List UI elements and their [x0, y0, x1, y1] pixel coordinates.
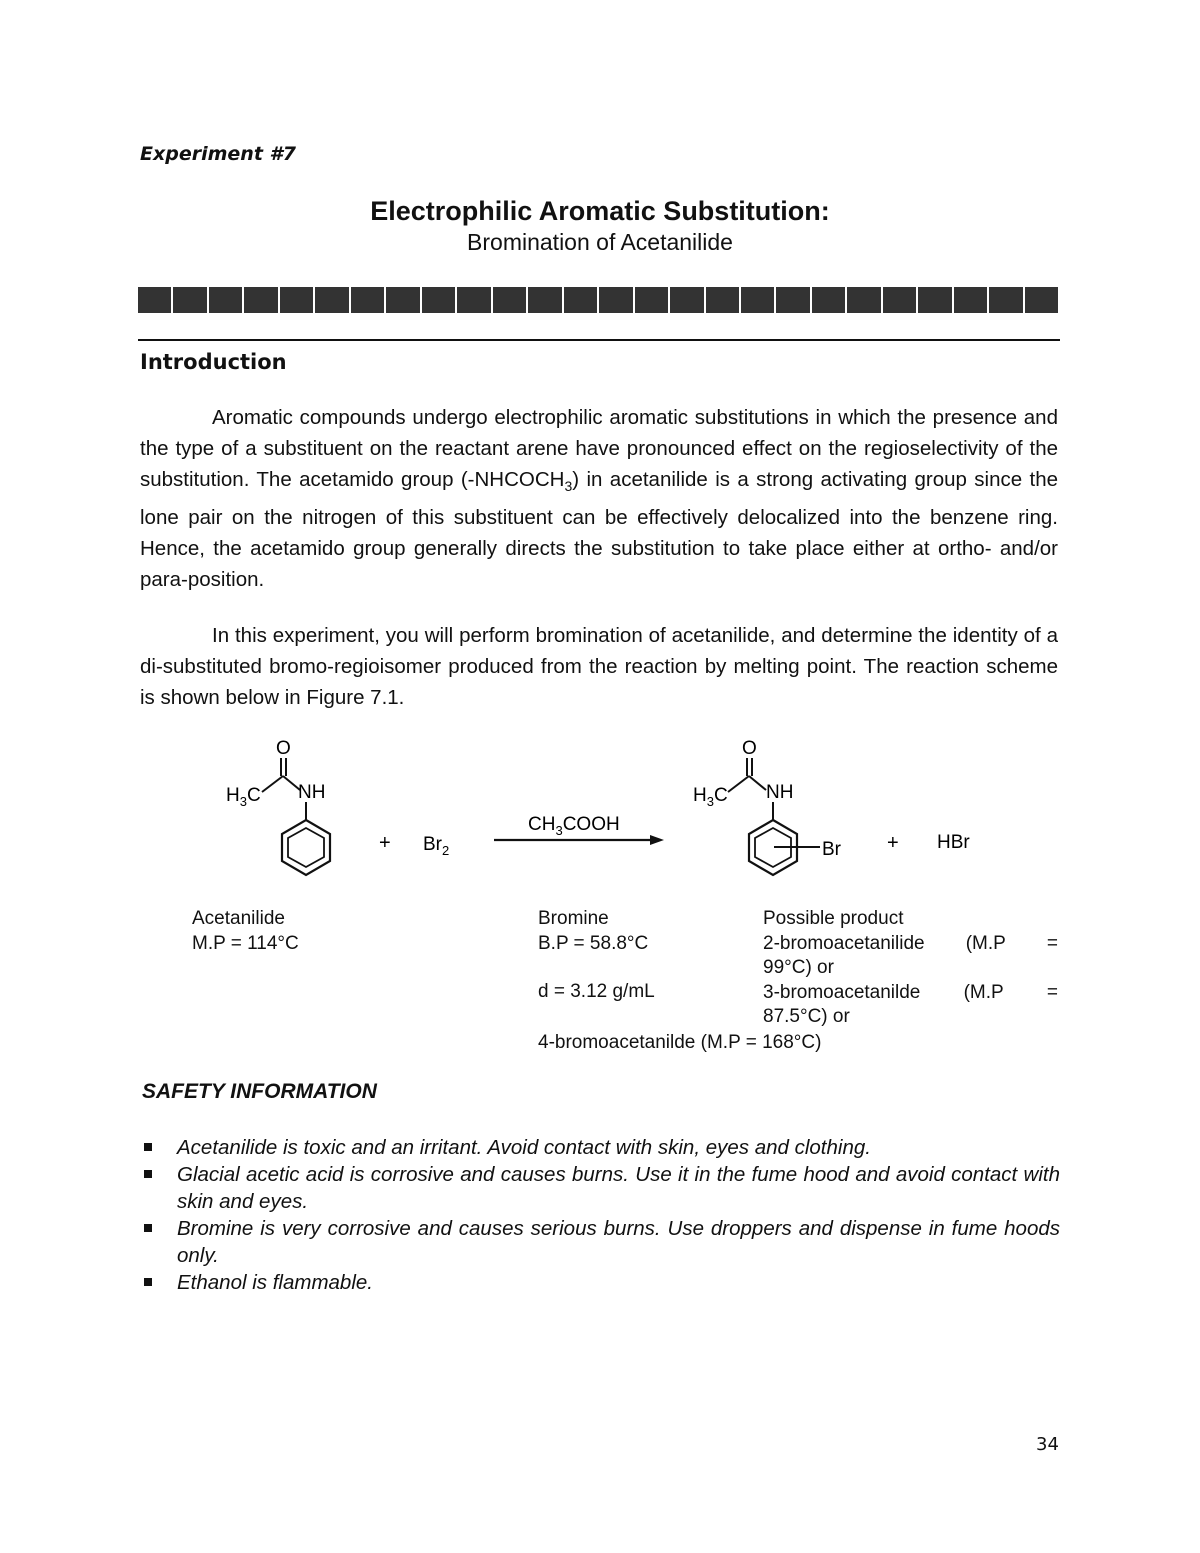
possible-product-caption: Possible product 2-bromoacetanilide (M.P = 99°C) or 3-bromoacetanilde (M.P = 87.5°C) or [763, 908, 1058, 1027]
acetanilide-caption: Acetanilide M.P = 114°C [192, 908, 299, 954]
experiment-label: Experiment #7 [140, 143, 296, 165]
reactant-oxygen-label: O [276, 738, 291, 759]
product-structure [693, 738, 842, 875]
product-nh-label: NH [766, 782, 794, 803]
bromine-caption: Bromine B.P = 58.8°C [538, 908, 649, 954]
reactant-nh-label: NH [298, 782, 326, 803]
product-4-caption: 4-bromoacetanilde (M.P = 168°C) [538, 1032, 822, 1053]
plus-sign-1: + [379, 832, 391, 854]
reactant-methyl-label: $H_3C$ [226, 785, 261, 809]
product-2-line: 2-bromoacetanilide (M.P = [763, 932, 1058, 954]
bromine-density: d = 3.12 g/mL [538, 981, 655, 1002]
page-subtitle: Bromination of Acetanilide [467, 229, 733, 255]
section-divider [138, 339, 1060, 341]
safety-item: Bromine is very corrosive and causes serious burns. Use droppers and dispense in fume hoods only. [142, 1215, 1060, 1269]
page-number: 34 [1036, 1434, 1059, 1455]
introduction-heading: Introduction [140, 350, 287, 374]
bullet-icon [144, 1170, 152, 1178]
safety-item: Ethanol is flammable. [142, 1269, 1060, 1296]
safety-item: Glacial acetic acid is corrosive and causes burns. Use it in the fume hood and avoid contact with skin and eyes. [142, 1161, 1060, 1215]
bullet-icon [144, 1278, 152, 1286]
introduction-paragraph-1: Aromatic compounds undergo electrophilic aromatic substitutions in which the presence and the type of a substituent on the reactant arene have pronounced effect on the regioselectivity of the substitution. The acetamido group $(-NHCOCH_3)$ in acetanilide is a strong activating group since the lone pair on the nitrogen of this substituent can be effectively delocalized into the benzene ring. Hence, the acetamido group generally directs the substitution to take place either at ortho- and/or para-position. [140, 406, 1058, 592]
safety-list [142, 1134, 1060, 1296]
reaction-scheme [0, 730, 1200, 900]
introduction-paragraph-2: In this experiment, you will perform bromination of acetanilide, and determine the identity of a di-substituted bromo-regioisomer produced from the reaction by melting point. The reaction scheme is shown below in Figure 7.1. [140, 624, 1058, 709]
acetanilide-structure [226, 738, 330, 875]
bromine-formula: $Br_2$ [423, 834, 450, 858]
bullet-icon [144, 1143, 152, 1151]
product-3-line: 3-bromoacetanilde (M.P = [763, 981, 1058, 1003]
bullet-icon [144, 1224, 152, 1232]
product-oxygen-label: O [742, 738, 757, 759]
reagent-label: $CH_3COOH$ [528, 814, 620, 838]
product-methyl-label: $H_3C$ [693, 785, 728, 809]
safety-item: Acetanilide is toxic and an irritant. Avoid contact with skin, eyes and clothing. [142, 1134, 1060, 1161]
product-bromo-label: Br [822, 839, 841, 860]
plus-sign-2: + [887, 832, 899, 854]
hbr-formula: HBr [937, 832, 970, 853]
safety-heading: SAFETY INFORMATION [142, 1080, 377, 1103]
decorative-bar [138, 287, 1060, 313]
page-title: Electrophilic Aromatic Substitution: [370, 196, 830, 226]
